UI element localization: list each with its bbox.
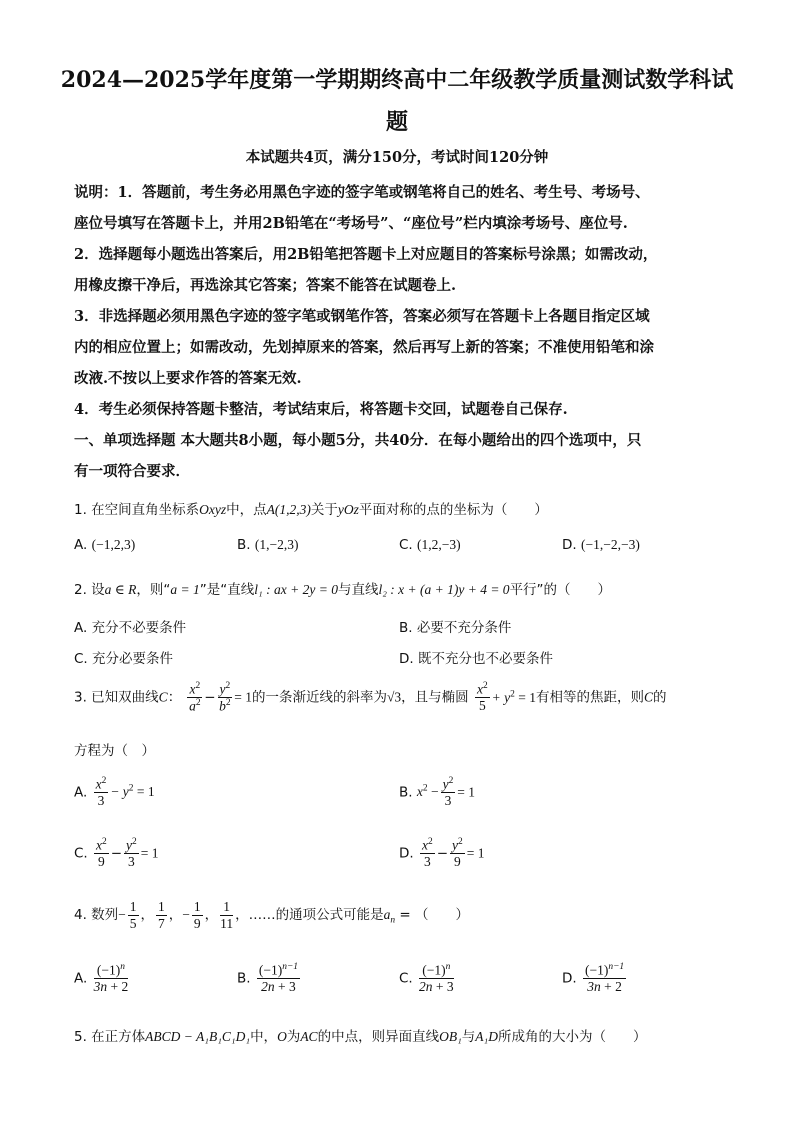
q1-option-a-value: (−1,2,3) <box>91 537 136 552</box>
q1-option-c <box>399 537 461 553</box>
instruction-line-4: 用橡皮擦干净后，再选涂其它答案；答案不能答在试题卷上. <box>74 277 457 294</box>
q5-cube: ABCD − A₁B₁C₁D₁ <box>145 1029 251 1044</box>
q4-option-a-letter: A. <box>74 970 92 987</box>
q4-option-b <box>237 962 302 995</box>
q1-option-a-letter: A. <box>74 537 92 553</box>
q3-option-b: B. $x^2$ − $\frac{y^2}{3}$ = 1 <box>399 776 476 809</box>
q2-equation: a = 1 <box>170 582 200 597</box>
q3-option-a-fraction: $\frac{x^2}{3}$ <box>95 776 107 809</box>
q4-option-a <box>74 962 130 995</box>
q1-text-1: 1. 在空间直角坐标系 <box>74 502 200 518</box>
q2-text-1: 2. 设 <box>74 582 105 598</box>
q4-option-c-fraction: $\frac{(-1)^n}{2n + 3}$ <box>419 962 454 995</box>
question-2 <box>74 578 611 598</box>
q3-fraction-x2-a2: $\frac{x^2}{a^2}$ <box>189 681 201 714</box>
q4-option-d <box>562 962 628 995</box>
q2-condition: a ∈ R <box>104 582 137 597</box>
q5-line-ob1: OB₁ <box>439 1029 462 1044</box>
q3-option-d-letter: D. <box>399 845 418 862</box>
instruction-line-6: 内的相应位置上；如需改动，先划掉原来的答案，然后再写上新的答案；不准使用铅笔和涂 <box>74 339 654 356</box>
q4-option-a-fraction: $\frac{(-1)^n}{3n + 2}$ <box>93 962 129 995</box>
q1-text-4: 平面对称的点的坐标为（ ） <box>358 502 548 518</box>
instruction-line-1: 说明：1．答题前，考生务必用黑色字迹的签字笔或钢笔将自己的姓名、考生号、考场号、 <box>74 184 650 201</box>
q1-plane: yOz <box>337 502 359 517</box>
q3-text-4: ，且与椭圆 <box>401 689 469 706</box>
q3-option-b-letter: B. <box>399 784 417 801</box>
section-heading-line1: 一、单项选择题 本大题共8小题，每小题5分，共40分．在每小题给出的四个选项中，只 <box>74 432 642 449</box>
q1-option-b <box>237 537 298 553</box>
q2-option-a: A. 充分不必要条件 <box>74 620 187 636</box>
q2-text-2: ，则“ <box>136 582 171 598</box>
q4-term-3: $\frac{1}{9}$ <box>193 899 201 931</box>
q1-option-b-value: (1,−2,3) <box>254 537 299 552</box>
q4-text-1: 4. 数列 <box>74 907 119 924</box>
q3-option-b-fraction: $\frac{y^2}{3}$ <box>442 776 454 809</box>
instruction-line-8: 4．考生必须保持答题卡整洁，考试结束后，将答题卡交回，试题卷自己保存. <box>74 401 568 418</box>
q4-term-1: $\frac{1}{5}$ <box>129 899 137 931</box>
exam-title-line1: 2024—2025学年度第一学期期终高中二年级教学质量测试数学科试 <box>60 67 734 93</box>
q2-line-l2: l₂ : x + (a + 1)y + 4 = 0 <box>378 582 510 597</box>
q4-option-d-letter: D. <box>562 970 581 987</box>
section-heading-line2: 有一项符合要求． <box>74 463 190 480</box>
q5-text-4: 的中点，则异面直线 <box>317 1029 440 1045</box>
q4-term-2: $\frac{1}{7}$ <box>158 899 165 931</box>
q4-text-2: ，……的通项公式可能是 <box>235 907 384 924</box>
q3-curve-name: C <box>158 689 168 705</box>
q2-line-l1: l₁ : ax + 2y = 0 <box>254 582 338 597</box>
instruction-line-2: 座位号填写在答题卡上，并用2B铅笔在“考场号”、“座位号”栏内填涂考场号、座位号. <box>74 215 628 232</box>
instruction-line-3: 2．选择题每小题选出答案后，用2B铅笔把答题卡上对应题目的答案标号涂黑；如需改动， <box>74 246 658 263</box>
q1-option-c-value: (1,2,−3) <box>417 537 461 552</box>
q5-point-o: O <box>277 1029 287 1044</box>
question-3: 3. 已知双曲线C： $\frac{x^2}{a^2}$ − $\frac{y^2}{b^2}$ = 1的一条渐近线的斜率为√3，且与椭圆 $\frac{x^2}{5}$ + $y^2 = 1$有相等的焦距，则C的 <box>74 681 667 714</box>
question-4: 4. 数列− $\frac{1}{5}$ ， $\frac{1}{7}$ ，− $\frac{1}{9}$ ， $\frac{1}{11}$ ，……的通项公式可能是$a_n$ = （ ） <box>74 899 470 931</box>
q1-option-c-letter: C. <box>399 537 418 553</box>
q3-option-c-fraction-2: $\frac{y^2}{3}$ <box>126 837 137 870</box>
q5-text-1: 5. 在正方体 <box>74 1029 146 1045</box>
q3-option-c-fraction-1: $\frac{x^2}{9}$ <box>96 837 107 870</box>
q1-text-2: 中，点 <box>226 502 267 518</box>
q1-option-a <box>74 537 135 553</box>
exam-info: 本试题共4页，满分150分，考试时间120分钟 <box>245 149 549 166</box>
q4-option-c-letter: C. <box>399 970 418 987</box>
exam-title-line2: 题 <box>385 109 408 135</box>
q3-option-c: C. $\frac{x^2}{9}$ − $\frac{y^2}{3}$ = 1 <box>74 837 159 870</box>
q3-curve-name-2: C <box>644 689 654 705</box>
q4-text-3: = （ ） <box>395 907 470 924</box>
question-5 <box>74 1025 646 1045</box>
q3-text-3: 的一条渐近线的斜率为 <box>251 689 387 706</box>
q1-option-d-value: (−1,−2,−3) <box>580 537 640 552</box>
q1-option-d <box>562 537 640 553</box>
q4-option-b-fraction: $\frac{(-1)^{n-1}}{2n + 3}$ <box>258 962 299 995</box>
q2-text-5: 平行”的（ ） <box>509 582 612 598</box>
q3-text-6: 的 <box>653 689 667 706</box>
q1-option-d-letter: D. <box>562 537 581 553</box>
q3-option-d-fraction-2: $\frac{y^2}{9}$ <box>452 837 463 870</box>
q4-option-b-letter: B. <box>237 970 255 987</box>
q4-option-d-fraction: $\frac{(-1)^{n-1}}{3n + 2}$ <box>584 962 625 995</box>
instruction-line-5: 3．非选择题必须用黑色字迹的签字笔或钢笔作答，答案必须写在答题卡上各题目指定区域 <box>74 308 650 325</box>
q3-text-1: 3. 已知双曲线 <box>74 689 159 706</box>
q3-option-d-fraction-1: $\frac{x^2}{3}$ <box>421 837 433 870</box>
q3-option-a-letter: A. <box>74 784 92 801</box>
q4-option-c <box>399 962 456 995</box>
q1-option-b-letter: B. <box>237 537 255 553</box>
q3-line-2: 方程为（ ） <box>74 743 155 759</box>
q1-text-3: 关于 <box>310 502 338 518</box>
q1-coordinate-system: Oxyz <box>199 502 227 517</box>
q4-an: a <box>383 907 391 923</box>
q3-fraction-y2-b2: $\frac{y^2}{b^2}$ <box>219 681 231 714</box>
q5-text-5: 与 <box>461 1029 476 1045</box>
instruction-line-7: 改液.不按以上要求作答的答案无效. <box>74 370 302 387</box>
q4-term-4: $\frac{1}{11}$ <box>220 899 234 931</box>
q5-segment-ac: AC <box>300 1029 318 1044</box>
q3-fraction-x2-5: $\frac{x^2}{5}$ <box>476 681 488 714</box>
q2-option-c: C. 充分必要条件 <box>74 651 174 667</box>
q5-text-6: 所成角的大小为（ ） <box>497 1029 647 1045</box>
q2-text-4: 与直线 <box>337 582 379 598</box>
q3-option-a: A. $\frac{x^2}{3}$ − $y^2 = 1$ <box>74 776 155 809</box>
q2-option-b: B. 必要不充分条件 <box>399 620 512 636</box>
q2-option-d: D. 既不充分也不必要条件 <box>399 651 553 667</box>
q3-option-c-letter: C. <box>74 845 93 862</box>
q3-text-2: ： <box>167 689 182 706</box>
q1-point: A(1,2,3) <box>266 502 311 517</box>
question-1 <box>74 498 548 518</box>
q5-text-3: 为 <box>286 1029 301 1045</box>
q3-text-5: 有相等的焦距，则 <box>536 689 644 706</box>
q3-slope: √3 <box>386 689 402 705</box>
q3-option-d: D. $\frac{x^2}{3}$ − $\frac{y^2}{9}$ = 1 <box>399 837 485 870</box>
q5-line-a1d: A₁D <box>475 1029 498 1044</box>
q5-text-2: 中， <box>250 1029 278 1045</box>
q2-text-3: ”是“直线 <box>199 582 255 598</box>
